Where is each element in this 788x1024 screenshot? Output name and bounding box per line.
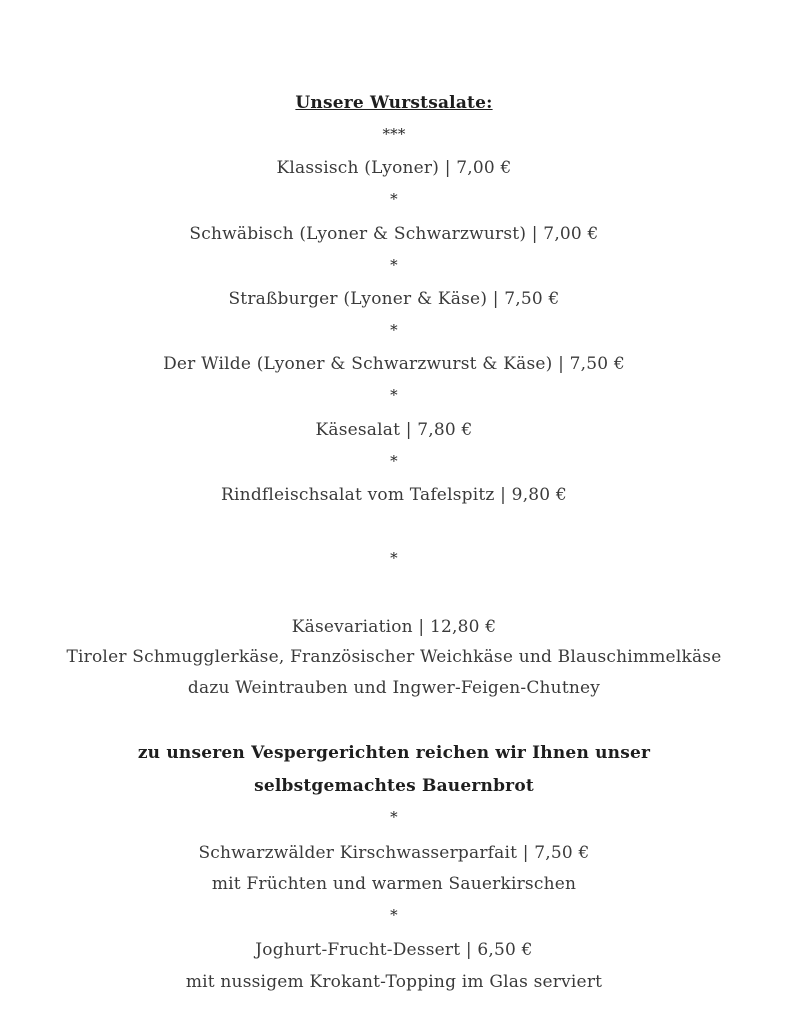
cheese-description-2: dazu Weintrauben und Ingwer-Feigen-Chutney: [187, 678, 601, 698]
decorative-stars: ***: [382, 125, 406, 143]
bread-note: zu unseren Vespergerichten reichen wir Ihnen unser: [137, 743, 651, 763]
separator: *: [390, 452, 398, 470]
cheese-description: Tiroler Schmugglerkäse, Französischer Weichkäse und Blauschimmelkäse: [66, 647, 722, 667]
menu-item: Straßburger (Lyoner & Käse) | 7,50 €: [228, 289, 560, 309]
dessert-description: mit nussigem Krokant-Topping im Glas serviert: [185, 972, 603, 992]
cheese-title: Käsevariation | 12,80 €: [291, 617, 497, 637]
dessert-description: mit Früchten und warmen Sauerkirschen: [211, 874, 577, 894]
menu-item: Rindfleischsalat vom Tafelspitz | 9,80 €: [221, 485, 567, 505]
bread-note-2: selbstgemachtes Bauernbrot: [254, 776, 534, 796]
dessert-title: Schwarzwälder Kirschwasserparfait | 7,50 €: [198, 843, 590, 863]
separator: *: [390, 190, 398, 208]
dessert-title: Joghurt-Frucht-Dessert | 6,50 €: [255, 940, 533, 960]
separator: *: [390, 808, 398, 826]
section-heading: Unsere Wurstsalate:: [295, 93, 493, 113]
menu-item: Käsesalat | 7,80 €: [315, 420, 473, 440]
separator: *: [390, 906, 398, 924]
separator: *: [390, 321, 398, 339]
separator: *: [390, 256, 398, 274]
menu-item: Der Wilde (Lyoner & Schwarzwurst & Käse) | 7,50 €: [163, 354, 625, 374]
menu-item: Schwäbisch (Lyoner & Schwarzwurst) | 7,00 €: [189, 224, 599, 244]
menu-item: Klassisch (Lyoner) | 7,00 €: [276, 158, 512, 178]
separator: *: [390, 386, 398, 404]
separator: *: [390, 549, 398, 567]
